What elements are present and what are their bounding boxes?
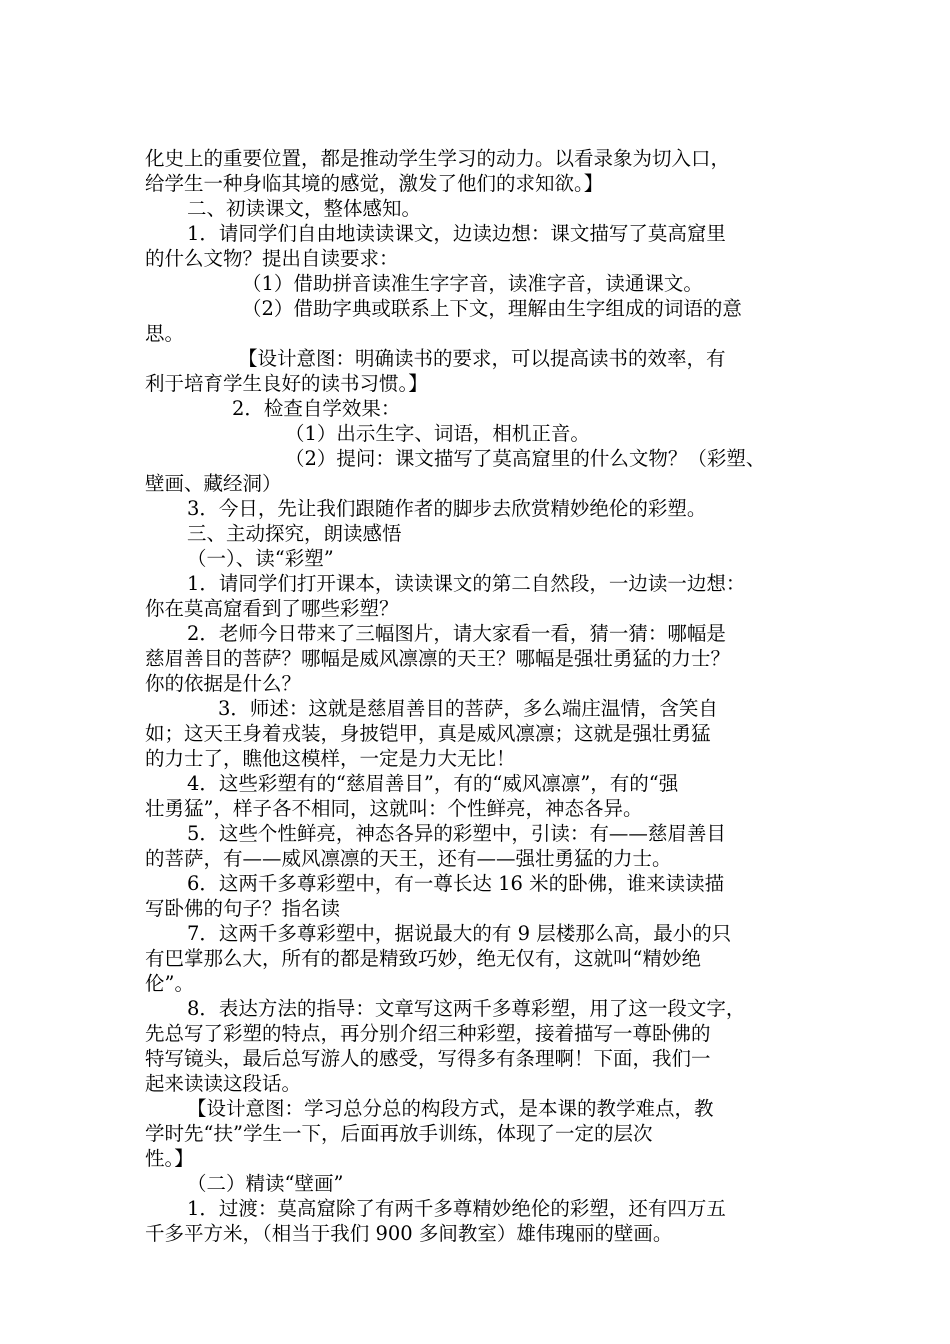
- design-intent-note: 【设计意图：明确读书的要求，可以提高读书的效率，有: [238, 347, 726, 370]
- text-line: 壮勇猛”，样子各不相同，这就叫：个性鲜亮，神态各异。: [145, 797, 643, 820]
- text-line: 特写镜头，最后总写游人的感受，写得多有条理啊！下面，我们一: [145, 1047, 711, 1070]
- text-line: 的什么文物？提出自读要求：: [145, 247, 399, 270]
- text-line: 化史上的重要位置，都是推动学生学习的动力。以看录象为切入口，: [145, 147, 731, 170]
- text-line: 先总写了彩塑的特点，再分别介绍三种彩塑，接着描写一尊卧佛的: [145, 1022, 711, 1045]
- text-line: 2．检查自学效果：: [232, 397, 401, 420]
- text-line: 2．老师今日带来了三幅图片，请大家看一看，猜一猜：哪幅是: [187, 622, 726, 645]
- text-line: 的力士了，瞧他这模样，一定是力大无比！: [145, 747, 516, 770]
- subsection-heading: （一）、读“彩塑”: [187, 547, 334, 570]
- text-line: 思。: [145, 322, 185, 345]
- text-line: 有巴掌那么大，所有的都是精致巧妙，绝无仅有，这就叫“精妙绝: [145, 947, 701, 970]
- text-line: 3．今日，先让我们跟随作者的脚步去欣赏精妙绝伦的彩塑。: [187, 497, 707, 520]
- text-line: 4．这些彩塑有的“慈眉善目”，有的“威风凛凛”，有的“强: [187, 772, 679, 795]
- design-intent-note: 性。】: [145, 1147, 194, 1170]
- section-heading: 三、主动探究，朗读感悟: [187, 522, 402, 545]
- text-line: 你的依据是什么？: [145, 672, 302, 695]
- section-heading: 二、初读课文，整体感知。: [187, 197, 422, 220]
- text-line: 起来读读这段话。: [145, 1072, 302, 1095]
- text-line: 千多平方米，（相当于我们 900 多间教室）雄伟瑰丽的壁画。: [145, 1222, 673, 1245]
- text-line: 8．表达方法的指导：文章写这两千多尊彩塑，用了这一段文字，: [187, 997, 746, 1020]
- text-line: （1）出示生字、词语，相机正音。: [285, 422, 590, 445]
- text-line: 慈眉善目的菩萨？哪幅是威风凛凛的天王？哪幅是强壮勇猛的力士？: [145, 647, 731, 670]
- subsection-heading: （二）精读“壁画”: [187, 1172, 344, 1195]
- text-line: 的菩萨，有——威风凛凛的天王，还有——强壮勇猛的力士。: [145, 847, 672, 870]
- text-line: 你在莫高窟看到了哪些彩塑？: [145, 597, 399, 620]
- text-line: 写卧佛的句子？指名读: [145, 897, 341, 920]
- text-line: 1．请同学们自由地读读课文，边读边想：课文描写了莫高窟里: [187, 222, 726, 245]
- text-line: 给学生一种身临其境的感觉，激发了他们的求知欲。】: [145, 172, 604, 195]
- text-line: 伦”。: [145, 972, 194, 995]
- text-line: 壁画、藏经洞）: [145, 472, 282, 495]
- text-line: （2）提问：课文描写了莫高窟里的什么文物？（彩塑、: [285, 447, 766, 470]
- text-line: 7．这两千多尊彩塑中，据说最大的有 9 层楼那么高，最小的只: [187, 922, 732, 945]
- text-line: 1．过渡：莫高窟除了有两千多尊精妙绝伦的彩塑，还有四万五: [187, 1197, 726, 1220]
- text-line: 5．这些个性鲜亮，神态各异的彩塑中，引读：有——慈眉善目: [187, 822, 726, 845]
- text-line: 3．师述：这就是慈眉善目的菩萨，多么端庄温情，含笑自: [218, 697, 718, 720]
- text-line: 如；这天王身着戎装，身披铠甲，真是威风凛凛；这就是强壮勇猛: [145, 722, 711, 745]
- text-line: 1．请同学们打开课本，读读课文的第二自然段，一边读一边想：: [187, 572, 746, 595]
- design-intent-note: 【设计意图：学习总分总的构段方式，是本课的教学难点，教: [187, 1097, 714, 1120]
- text-line: （2）借助字典或联系上下文，理解由生字组成的词语的意: [242, 297, 742, 320]
- text-line: （1）借助拼音读准生字字音，读准字音，读通课文。: [242, 272, 703, 295]
- design-intent-note: 利于培育学生良好的读书习惯。】: [145, 372, 428, 395]
- text-line: 6．这两千多尊彩塑中，有一尊长达 16 米的卧佛，谁来读读描: [187, 872, 725, 895]
- design-intent-note: 学时先“扶”学生一下，后面再放手训练，体现了一定的层次: [145, 1122, 653, 1145]
